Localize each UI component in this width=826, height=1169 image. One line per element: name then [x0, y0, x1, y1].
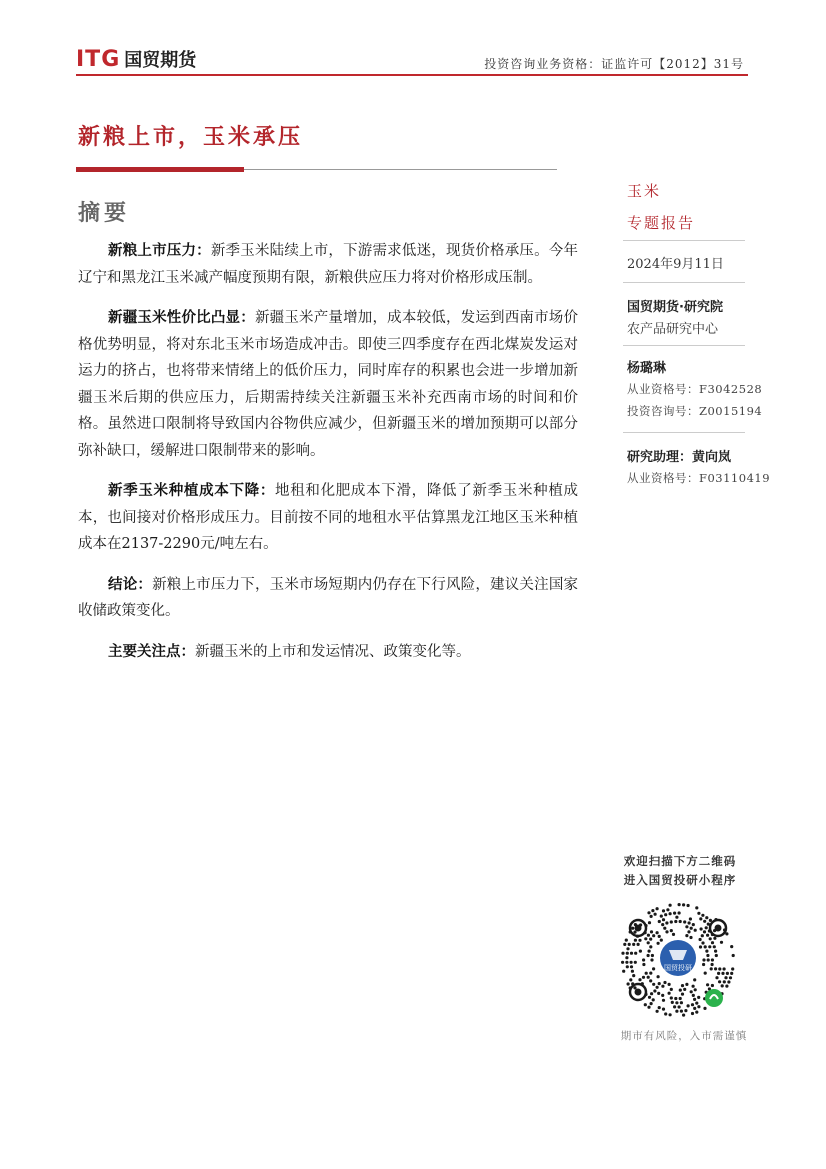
qr-dot [713, 945, 716, 948]
qr-dot [711, 963, 714, 966]
qr-dot [656, 931, 659, 934]
qr-dot [630, 965, 633, 968]
paragraph-lead: 新疆玉米性价比凸显： [108, 309, 255, 326]
qr-dot [647, 976, 650, 979]
paragraph-supply-pressure [78, 238, 578, 291]
qr-dot [697, 1005, 700, 1008]
invest-number: Z0015194 [699, 404, 763, 418]
qr-dot [650, 915, 653, 918]
analyst-cert [627, 381, 777, 397]
qr-dot [703, 920, 706, 923]
qr-dot [652, 934, 655, 937]
qr-dot [668, 992, 671, 995]
qr-caption [612, 852, 748, 890]
title-underline-accent [76, 167, 244, 172]
qr-dot [713, 937, 716, 940]
qr-dot [645, 972, 648, 975]
qr-dot [701, 914, 704, 917]
qr-dot [721, 972, 724, 975]
qr-dot [625, 956, 628, 959]
qr-dot [670, 988, 673, 991]
qr-dot [687, 1004, 690, 1007]
qr-center-label: 国贸投研 [664, 964, 692, 972]
qr-dot [638, 939, 641, 942]
qr-dot [687, 904, 690, 907]
qr-dot [710, 967, 713, 970]
qr-dot [702, 963, 705, 966]
sidebar-divider [623, 240, 745, 241]
qr-dot [625, 939, 628, 942]
qr-dot [691, 1012, 694, 1015]
qr-dot [693, 1007, 696, 1010]
qr-dot [681, 984, 684, 987]
qr-dot [718, 980, 721, 983]
qr-dot [647, 934, 650, 937]
qr-dot [650, 992, 653, 995]
qr-dot [661, 994, 664, 997]
qr-dot [648, 950, 651, 953]
qr-dot [647, 941, 650, 944]
qr-dot [663, 981, 666, 984]
qr-dot [680, 1001, 683, 1004]
qr-dot [634, 939, 637, 942]
cert-number: F03110419 [699, 471, 771, 485]
qr-dot [703, 930, 706, 933]
qr-dot [682, 903, 685, 906]
qr-dot [679, 997, 682, 1000]
qr-dot [671, 1001, 674, 1004]
qr-dot [704, 972, 707, 975]
paragraph-lead: 新季玉米种植成本下降： [108, 482, 276, 499]
qr-dot [664, 1012, 667, 1015]
qr-dot [678, 1005, 681, 1008]
qr-dot [683, 988, 686, 991]
assistant-label: 研究助理： [627, 450, 693, 465]
paragraph-planting-cost [78, 478, 578, 558]
qr-dot [727, 980, 730, 983]
assistant [627, 446, 777, 465]
qr-dot [699, 938, 702, 941]
qr-dot [662, 1008, 665, 1011]
summary-heading: 摘要 [78, 200, 131, 226]
qr-dot [673, 1005, 676, 1008]
paragraph-text: 地租和化肥成本下滑，降低了新季玉米种植成本，也间接对价格形成压力。目前按不同的地租水平估算黑龙江地区玉米种植成本在2137-2290元/吨左右。 [78, 483, 578, 552]
qr-dot [689, 936, 692, 939]
qr-dot [690, 990, 693, 993]
qr-dot [662, 909, 665, 912]
qr-finder-dot [635, 925, 642, 932]
paragraph-text: 新粮上市压力下，玉米市场短期内仍存在下行风险，建议关注国家收储政策变化。 [78, 576, 579, 619]
qr-caption-line2: 进入国贸投研小程序 [623, 873, 737, 887]
sidebar-divider [623, 345, 745, 346]
qr-dot [642, 963, 645, 966]
qr-finder-dot [635, 989, 642, 996]
qr-dot [652, 967, 655, 970]
qr-dot [638, 978, 641, 981]
qr-dot [731, 967, 734, 970]
qr-dot [649, 972, 652, 975]
analyst-name: 杨璐琳 [627, 361, 667, 376]
qr-dot [675, 916, 678, 919]
paragraph-key-points [78, 639, 578, 666]
qr-dot [726, 972, 729, 975]
sidebar-divider [623, 432, 745, 433]
qr-dot [663, 927, 666, 930]
qr-dot [639, 950, 642, 953]
qr-dot [626, 952, 629, 955]
qr-dot [706, 983, 709, 986]
qr-dot [670, 929, 673, 932]
qr-dot [621, 952, 624, 955]
qr-dot [626, 965, 629, 968]
qr-dot [669, 1013, 672, 1016]
qr-dot [702, 958, 705, 961]
qr-dot [626, 947, 629, 950]
qr-dot [705, 916, 708, 919]
qr-dot [692, 985, 695, 988]
paragraph-lead: 新粮上市压力： [108, 242, 211, 259]
paragraph-lead: 主要关注点： [108, 642, 195, 660]
logo-company-name: 国贸期货 [124, 50, 197, 71]
qr-dot [652, 983, 655, 986]
qr-dot [658, 935, 661, 938]
qr-dot [625, 961, 628, 964]
qr-dot [693, 998, 696, 1001]
qr-dot [678, 903, 681, 906]
qr-dot [657, 942, 660, 945]
paragraph-lead: 结论： [108, 575, 153, 593]
qr-dot [630, 952, 633, 955]
qr-dot [669, 912, 672, 915]
paragraph-xinjiang-corn [78, 305, 578, 464]
qr-dot [730, 972, 733, 975]
qr-dot [634, 952, 637, 955]
research-dept: 农产品研究中心 [627, 322, 719, 337]
qr-dot [648, 921, 651, 924]
qr-dot [644, 937, 647, 940]
qr-dot [648, 996, 651, 999]
qr-dot [652, 998, 655, 1001]
qr-dot [680, 1010, 683, 1013]
qr-dot [723, 967, 726, 970]
qr-dot [679, 989, 682, 992]
qr-dot [658, 920, 661, 923]
qr-dot [688, 921, 691, 924]
qr-dot [629, 978, 632, 981]
paragraph-text: 新疆玉米产量增加，成本较低，发运到西南市场价格优势明显，将对东北玉米市场造成冲击。即使三四季度存在西北煤炭发运对运力的挤占，也将带来情绪上的低价压力，同时库存的积累也会进一步增加新疆玉米后期的供应压力，后期需持续关注新疆玉米补充西南市场的时间和价格。虽然进口限制将导致国内谷物供应减少，但新疆玉米的增加预期可以部分弥补缺口，缓解进口限制带来的影响。 [78, 310, 579, 459]
qr-dot [697, 912, 700, 915]
qr-dot [661, 985, 664, 988]
qr-dot [685, 925, 688, 928]
qr-dot [674, 997, 677, 1000]
qr-dot [631, 927, 634, 930]
qr-dot [689, 917, 692, 920]
qr-dot [650, 1002, 653, 1005]
qr-dot [647, 954, 650, 957]
qr-dot [714, 950, 717, 953]
license-info: 投资咨询业务资格：证监许可【2012】31号 [484, 57, 744, 71]
qr-dot [711, 958, 714, 961]
report-type: 专题报告 [627, 214, 696, 232]
qr-dot [711, 984, 714, 987]
qr-dot [690, 927, 693, 930]
qr-dot [730, 945, 733, 948]
qr-dot [631, 970, 634, 973]
qr-dot [656, 907, 659, 910]
qr-dot [692, 994, 695, 997]
qr-dot [656, 986, 659, 989]
qr-dot [658, 1006, 661, 1009]
qr-dot [699, 917, 702, 920]
qr-dot [632, 974, 635, 977]
qr-dot [699, 945, 702, 948]
qr-dot [658, 982, 661, 985]
qr-dot [701, 934, 704, 937]
qr-dot [632, 943, 635, 946]
qr-dot [647, 1006, 650, 1009]
qr-dot [693, 978, 696, 981]
qr-dot [687, 930, 690, 933]
qr-dot [628, 943, 631, 946]
qr-dot [657, 975, 660, 978]
qr-dot [714, 967, 717, 970]
qr-dot [660, 915, 663, 918]
qr-dot [673, 912, 676, 915]
sidebar-divider [623, 282, 745, 283]
qr-dot [651, 909, 654, 912]
qr-dot [670, 996, 673, 999]
cert-label: 从业资格号： [627, 471, 699, 485]
qr-dot [679, 920, 682, 923]
qr-dot [665, 921, 668, 924]
assistant-cert [627, 470, 777, 486]
qr-dot [650, 930, 653, 933]
qr-dot [666, 908, 669, 911]
qr-dot [695, 1011, 698, 1014]
qr-dot [705, 926, 708, 929]
mini-program-qr-code[interactable] [616, 898, 740, 1022]
qr-caption-line1: 欢迎扫描下方二维码 [623, 854, 737, 868]
qr-dot [703, 1007, 706, 1010]
qr-dot [684, 1009, 687, 1012]
qr-finder-dot [715, 925, 722, 932]
qr-dot [695, 1002, 698, 1005]
paragraph-text: 新季玉米陆续上市，下游需求低迷，现货价格承压。今年辽宁和黑龙江玉米减产幅度预期有限，新粮供应压力将对价格形成压制。 [78, 243, 579, 286]
qr-dot [654, 913, 657, 916]
qr-dot [692, 923, 695, 926]
qr-dot [642, 976, 645, 979]
qr-dot [724, 976, 727, 979]
assistant-name: 黄向岚 [692, 450, 732, 465]
qr-dot [694, 988, 697, 991]
qr-dot [718, 967, 721, 970]
qr-dot [695, 906, 698, 909]
research-org: 国贸期货·研究院 [627, 300, 723, 315]
qr-dot [672, 933, 675, 936]
qr-dot [691, 1003, 694, 1006]
qr-dot [656, 1010, 659, 1013]
qr-dot [732, 954, 735, 957]
summary-body [78, 238, 578, 679]
risk-notice: 期市有风险，入市需谨慎 [620, 1030, 748, 1042]
qr-dot [664, 913, 667, 916]
qr-dot [675, 1001, 678, 1004]
qr-dot [709, 937, 712, 940]
qr-dot [681, 993, 684, 996]
qr-dot [630, 961, 633, 964]
cert-number: F3042528 [699, 382, 763, 396]
qr-dot [711, 941, 714, 944]
title-underline [244, 169, 557, 170]
qr-dot [633, 931, 636, 934]
qr-dot [685, 934, 688, 937]
qr-dot [685, 983, 688, 986]
qr-dot [665, 930, 668, 933]
invest-label: 投资咨询号： [627, 404, 699, 418]
logo-itg-text: ITG [76, 46, 121, 72]
qr-dot [694, 929, 697, 932]
qr-dot [704, 945, 707, 948]
qr-dot [669, 904, 672, 907]
qr-dot [705, 950, 708, 953]
qr-dot [717, 972, 720, 975]
cert-label: 从业资格号： [627, 382, 699, 396]
qr-dot [633, 986, 636, 989]
qr-dot [649, 945, 652, 948]
wechat-mini-program-icon [705, 989, 723, 1007]
qr-dot [637, 943, 640, 946]
qr-dot [721, 984, 724, 987]
qr-dot [697, 996, 700, 999]
analyst-invest [627, 403, 777, 419]
qr-dot [649, 979, 652, 982]
qr-dot [649, 938, 652, 941]
qr-dot [642, 958, 645, 961]
qr-dot [720, 941, 723, 944]
qr-dot [657, 992, 660, 995]
qr-dot [662, 999, 665, 1002]
qr-dot [670, 920, 673, 923]
qr-dot [675, 1010, 678, 1013]
qr-dot [651, 954, 654, 957]
qr-dot [700, 927, 703, 930]
report-title: 新粮上市，玉米承压 [78, 124, 304, 150]
qr-dot [623, 943, 626, 946]
qr-dot [725, 985, 728, 988]
qr-dot [674, 920, 677, 923]
company-logo [76, 46, 196, 72]
header-divider [76, 74, 748, 76]
qr-dot [708, 945, 711, 948]
qr-dot [707, 958, 710, 961]
qr-dot [650, 958, 653, 961]
qr-dot [668, 983, 671, 986]
report-date: 2024年9月11日 [627, 257, 724, 272]
qr-dot [683, 920, 686, 923]
qr-dot [627, 982, 630, 985]
qr-dot [644, 1003, 647, 1006]
qr-dot [647, 911, 650, 914]
qr-dot [653, 989, 656, 992]
paragraph-conclusion [78, 572, 578, 625]
qr-dot [706, 934, 709, 937]
qr-dot [660, 939, 663, 942]
qr-dot [661, 923, 664, 926]
qr-dot [622, 970, 625, 973]
qr-dot [715, 976, 718, 979]
qr-dot [634, 961, 637, 964]
qr-dot [621, 961, 624, 964]
paragraph-text: 新疆玉米的上市和发运情况、政策变化等。 [195, 643, 471, 660]
qr-dot [729, 976, 732, 979]
qr-dot [715, 954, 718, 957]
qr-dot [701, 941, 704, 944]
qr-dot [682, 1014, 685, 1017]
qr-dot [723, 980, 726, 983]
qr-dot [678, 911, 681, 914]
qr-dot [706, 954, 709, 957]
report-category: 玉米 [627, 182, 662, 200]
qr-dot [662, 918, 665, 921]
